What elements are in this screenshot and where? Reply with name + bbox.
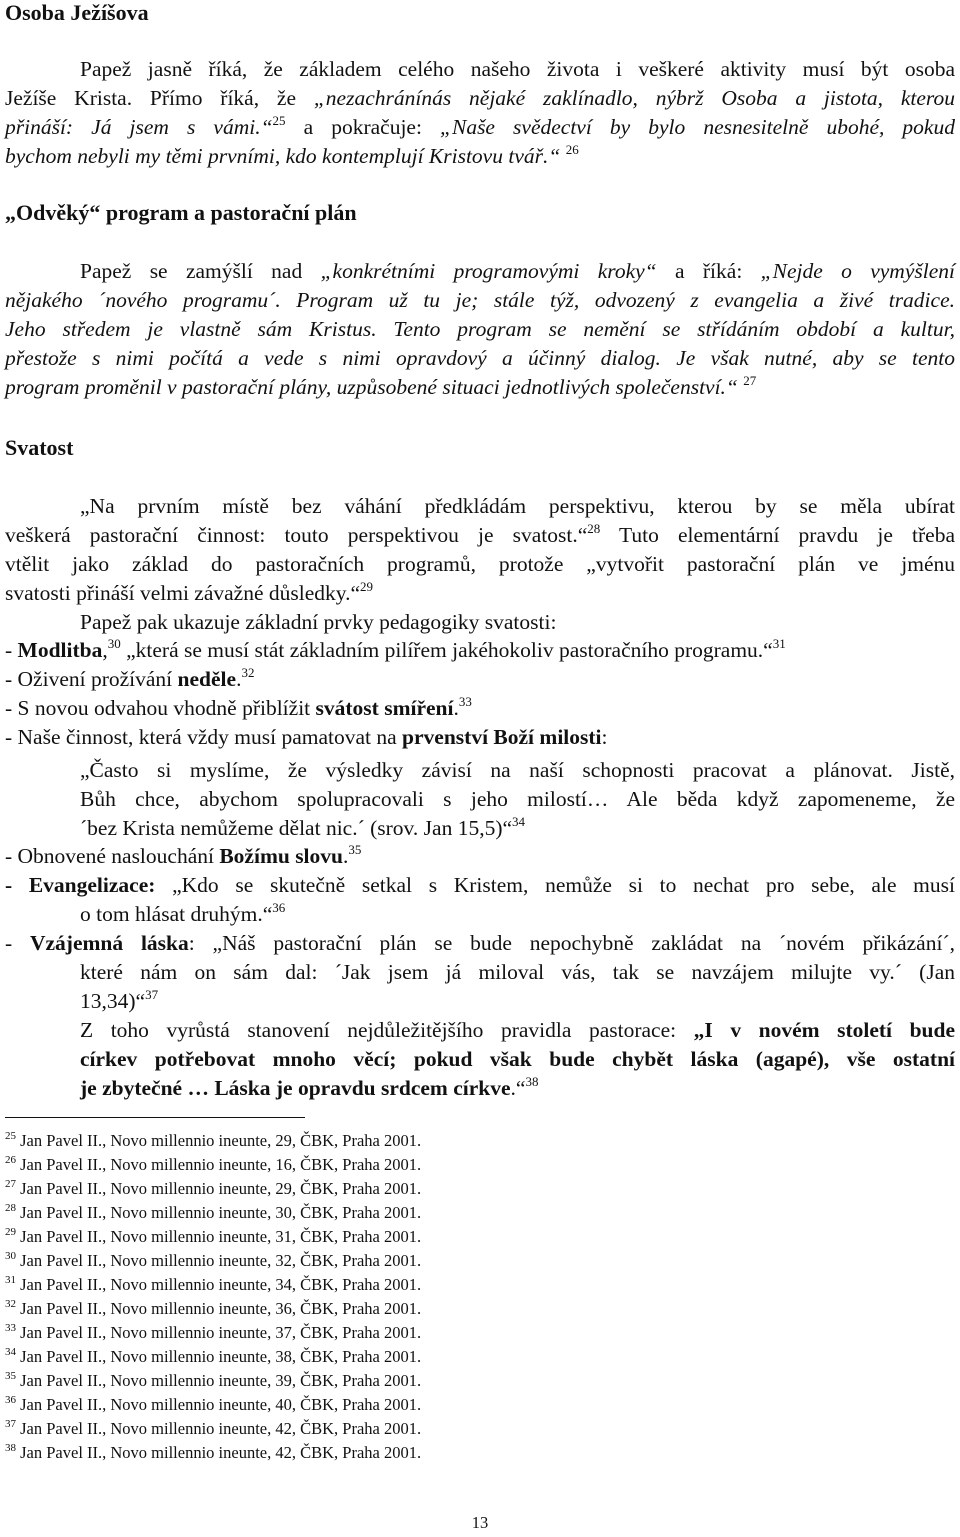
footnote-separator xyxy=(5,1117,305,1118)
paragraph-line: přestože s nimi počítá a vede s nimi opravdový a účinný dialog. Je však nutné, aby se tento xyxy=(5,346,955,370)
paragraph-line: je zbytečné … Láska je opravdu srdcem církve.“$^{38}$ xyxy=(80,1074,539,1100)
paragraph-line: vtělit jako základ do pastoračních programů, protože „vytvořit pastorační plán ve jménu xyxy=(5,552,955,576)
footnote: $^{34}$ Jan Pavel II., Novo millennio ineunte, 38, ČBK, Praha 2001. xyxy=(5,1346,422,1366)
page-number: 13 xyxy=(471,1513,489,1532)
section-heading-svatost: Svatost xyxy=(5,435,74,460)
paragraph-line: církev potřebovat mnoho věcí; pokud však bude chybět láska (agapé), vše ostatní xyxy=(80,1047,955,1071)
footnote: $^{28}$ Jan Pavel II., Novo millennio ineunte, 30, ČBK, Praha 2001. xyxy=(5,1202,422,1222)
footnote: $^{26}$ Jan Pavel II., Novo millennio ineunte, 16, ČBK, Praha 2001. xyxy=(5,1154,422,1174)
footnote: $^{29}$ Jan Pavel II., Novo millennio ineunte, 31, ČBK, Praha 2001. xyxy=(5,1226,422,1246)
quote-line: Bůh chce, abychom spolupracovali s jeho milostí… Ale běda když zapomeneme, že xyxy=(80,787,955,811)
list-item: - S novou odvahou vhodně přiblížit svátost smíření.$^{33}$ xyxy=(5,694,472,720)
footnote-ref: 27 xyxy=(743,373,757,388)
paragraph-line: nějakého ´nového programu´. Program už tu je; stále týž, odvozený z evangelia a živé tradice. xyxy=(5,288,955,312)
footnote-ref: 31 xyxy=(772,636,786,651)
footnote: $^{37}$ Jan Pavel II., Novo millennio ineunte, 42, ČBK, Praha 2001. xyxy=(5,1418,422,1438)
footnote-ref: 25 xyxy=(272,113,286,128)
section-heading-program: „Odvěký“ program a pastorační plán xyxy=(5,200,357,225)
footnote: $^{31}$ Jan Pavel II., Novo millennio ineunte, 34, ČBK, Praha 2001. xyxy=(5,1274,422,1294)
paragraph-line: veškerá pastorační činnost: touto perspektivou je svatost.“$^{28}$ Tuto elementární pravdu je třeba xyxy=(5,521,955,547)
paragraph-line: Papež se zamýšlí nad „konkrétními programovými kroky“ a říká: „Nejde o vymýšlení xyxy=(80,259,955,283)
footnote: $^{38}$ Jan Pavel II., Novo millennio ineunte, 42, ČBK, Praha 2001. xyxy=(5,1442,422,1462)
section-heading-osoba: Osoba Ježíšova xyxy=(5,0,149,25)
footnote-ref: 30 xyxy=(107,636,121,651)
footnote: $^{27}$ Jan Pavel II., Novo millennio ineunte, 29, ČBK, Praha 2001. xyxy=(5,1178,422,1198)
paragraph-line: Ježíše Krista. Přímo říká, že „nezachránínás nějaké zaklínadlo, nýbrž Osoba a jistota, kterou xyxy=(5,86,955,110)
footnote: $^{35}$ Jan Pavel II., Novo millennio ineunte, 39, ČBK, Praha 2001. xyxy=(5,1370,422,1390)
footnote-ref: 28 xyxy=(587,521,601,536)
paragraph-line: Jeho středem je vlastně sám Kristus. Tento program se nemění se střídáním období a kultur, xyxy=(5,317,955,341)
paragraph-line: bychom nebyli my těmi prvními, kdo kontemplují Kristovu tvář.“ $^{26}$ xyxy=(5,142,579,168)
footnote: $^{30}$ Jan Pavel II., Novo millennio ineunte, 32, ČBK, Praha 2001. xyxy=(5,1250,422,1270)
paragraph-line: svatosti přináší velmi závažné důsledky.“$^{29}$ xyxy=(5,579,374,605)
list-item: - Naše činnost, která vždy musí pamatovat na prvenství Boží milosti: xyxy=(5,725,608,749)
footnote: $^{32}$ Jan Pavel II., Novo millennio ineunte, 36, ČBK, Praha 2001. xyxy=(5,1298,422,1318)
footnote-ref: 35 xyxy=(348,842,362,857)
footnote-ref: 36 xyxy=(272,900,286,915)
list-item: - Modlitba,$^{30}$ „která se musí stát základním pilířem jakéhokoliv pastoračního programu.“$^{31}$ xyxy=(5,636,786,662)
paragraph-line: Z toho vyrůstá stanovení nejdůležitějšího pravidla pastorace: „I v novém století bude xyxy=(80,1018,955,1042)
footnote-ref: 38 xyxy=(525,1074,539,1089)
footnote-ref: 29 xyxy=(360,579,374,594)
footnote: $^{25}$ Jan Pavel II., Novo millennio ineunte, 29, ČBK, Praha 2001. xyxy=(5,1130,422,1150)
footnote-ref: 33 xyxy=(458,694,472,709)
footnote-ref: 34 xyxy=(512,814,526,829)
list-item-continuation: které nám on sám dal: ´Jak jsem já miloval vás, tak se navzájem milujte vy.´ (Jan xyxy=(80,960,955,984)
footnote-ref: 32 xyxy=(241,665,255,680)
list-item-continuation: o tom hlásat druhým.“$^{36}$ xyxy=(80,900,286,926)
footnote: $^{33}$ Jan Pavel II., Novo millennio ineunte, 37, ČBK, Praha 2001. xyxy=(5,1322,422,1342)
quote-line: „Často si myslíme, že výsledky závisí na naší schopnosti pracovat a plánovat. Jistě, xyxy=(80,758,955,782)
list-item: - Obnovené naslouchání Božímu slovu.$^{35}$ xyxy=(5,842,362,868)
list-item: - Vzájemná láska: „Náš pastorační plán se bude nepochybně zakládat na ´novém přikázání´, xyxy=(5,931,955,955)
paragraph-line: „Na prvním místě bez váhání předkládám perspektivu, kterou by se měla ubírat xyxy=(80,494,955,518)
list-item-continuation: 13,34)“$^{37}$ xyxy=(80,987,159,1013)
footnote-ref: 26 xyxy=(565,142,579,157)
paragraph-line: Papež jasně říká, že základem celého našeho života i veškeré aktivity musí být osoba xyxy=(80,57,955,81)
paragraph-line: přináší: Já jsem s vámi.“$^{25}$ a pokračuje: „Naše svědectví by bylo nesnesitelně ubohé, pokud xyxy=(5,113,955,139)
paragraph-line: program proměnil v pastorační plány, uzpůsobené situaci jednotlivých společenství.“ $^{27}$ xyxy=(5,373,757,399)
footnote: $^{36}$ Jan Pavel II., Novo millennio ineunte, 40, ČBK, Praha 2001. xyxy=(5,1394,422,1414)
footnote-ref: 37 xyxy=(145,987,159,1002)
list-item: - Evangelizace: „Kdo se skutečně setkal s Kristem, nemůže si to nechat pro sebe, ale musí xyxy=(5,873,955,897)
paragraph-line: Papež pak ukazuje základní prvky pedagogiky svatosti: xyxy=(80,610,557,634)
quote-line: ´bez Krista nemůžeme dělat nic.´ (srov. Jan 15,5)“$^{34}$ xyxy=(80,814,526,840)
list-item: - Oživení prožívání neděle.$^{32}$ xyxy=(5,665,255,691)
